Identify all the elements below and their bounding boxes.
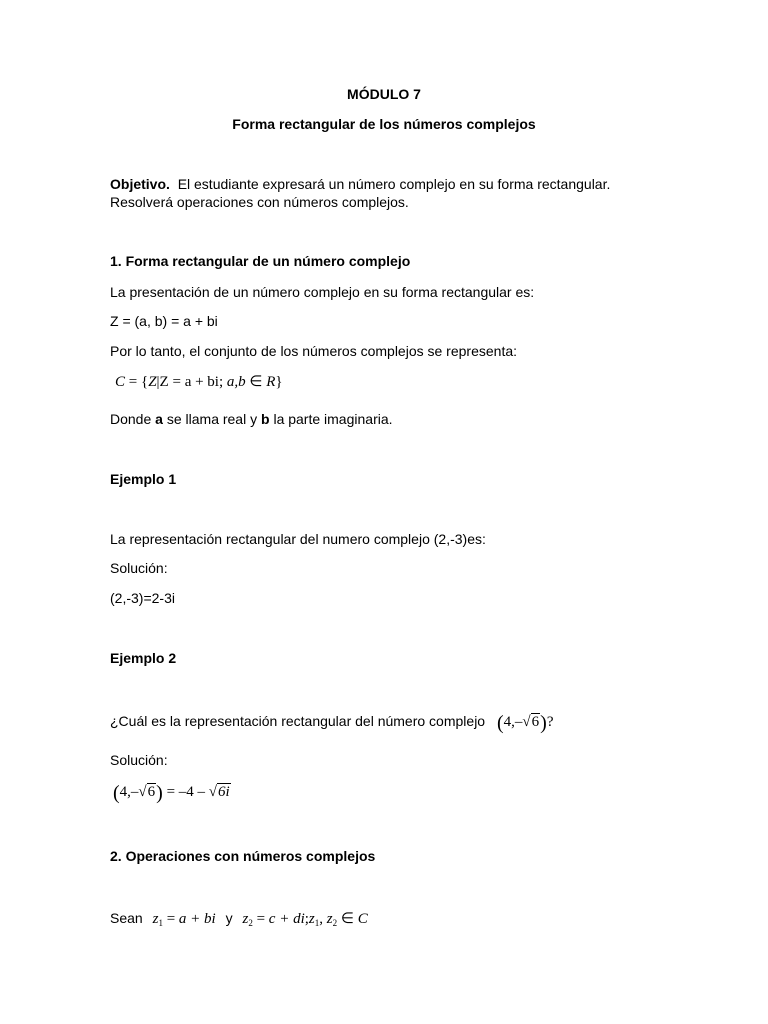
example2-heading: Ejemplo 2 (110, 650, 177, 666)
z2-rhs: c + di (268, 911, 305, 927)
z1-rhs: a + bi (178, 911, 216, 927)
set-C: C (357, 911, 368, 927)
donde-line (110, 410, 393, 428)
example2-solution-math: (4,–√6) = –4 – √6i (113, 782, 230, 804)
example2-solution-label: Solución: (110, 752, 168, 768)
zz2-sub: 2 (332, 918, 338, 928)
set-eq: = (125, 374, 141, 390)
z1-sub: 1 (158, 918, 163, 928)
objective-text: El estudiante expresará un número complejo en su forma rectangular. (177, 176, 611, 192)
sean-label: Sean (110, 910, 143, 926)
example2-question-math: (4,–√6)? (496, 712, 554, 734)
set-eq2: = (168, 374, 185, 390)
z2: z (242, 911, 249, 927)
in-symbol: ∈ (337, 911, 358, 927)
example1-solution: (2,-3)=2-3i (110, 590, 175, 606)
example2-question-line (110, 712, 553, 732)
set-bar: | (156, 374, 160, 390)
set-rhs: a + bi; (184, 374, 224, 390)
z2-eq: = (252, 911, 269, 927)
z1: z (152, 911, 159, 927)
s-body: 4,– (119, 784, 139, 800)
section1-heading: 1. Forma rectangular de un número complejo (110, 253, 411, 269)
set-in: ∈ (245, 374, 267, 390)
z1-eq: = (162, 911, 179, 927)
sean-math (153, 911, 216, 927)
rectangular-formula: Z = (a, b) = a + bi (110, 313, 218, 329)
s-eq: = –4 – (162, 784, 209, 800)
q-paren-close: ) (540, 712, 547, 734)
z2-sub: 2 (248, 918, 253, 928)
q-mark: ? (546, 714, 554, 730)
example1-text: La representación rectangular del numero complejo (2,-3)es: (110, 531, 486, 547)
section1-paragraph-1: La presentación de un número complejo en su forma rectangular es: (110, 284, 535, 300)
set-ab: a,b (223, 374, 246, 390)
s-radicand: 6 (147, 784, 156, 800)
set-lhs: C (115, 374, 126, 390)
s-paren-open: ( (113, 782, 120, 804)
section1-paragraph-2: Por lo tanto, el conjunto de los números complejos se representa: (110, 343, 518, 359)
donde-a: a (155, 411, 163, 427)
q-paren-open: ( (496, 712, 504, 734)
example2-question: ¿Cuál es la representación rectangular del número complejo (110, 713, 486, 729)
example1-heading: Ejemplo 1 (110, 471, 177, 487)
q-radicand: 6 (531, 714, 540, 730)
sep: ; (304, 911, 309, 927)
objective-line-1 (110, 175, 610, 193)
section2-heading: 2. Operaciones con números complejos (110, 848, 376, 864)
s-radicand-2: 6i (218, 784, 230, 800)
comma: , (319, 911, 327, 927)
q-body: 4,– (503, 714, 523, 730)
sean-y: y (225, 910, 233, 926)
set-brace-open: { (140, 374, 149, 390)
page-subtitle: Forma rectangular de los números complejos (232, 116, 536, 132)
donde-text-1: Donde (110, 411, 156, 427)
sean-math-2 (242, 911, 367, 927)
donde-b: b (261, 411, 270, 427)
zz1: z (308, 911, 315, 927)
objective-label: Objetivo. (110, 176, 170, 192)
set-z: Z (148, 374, 157, 390)
zz1-sub: 1 (314, 918, 320, 928)
complex-set-formula (115, 373, 283, 391)
objective-line-2: Resolverá operaciones con números complejos. (110, 194, 409, 210)
donde-text-3: la parte imaginaria. (269, 411, 393, 427)
set-R: R (266, 374, 276, 390)
example1-solution-label: Solución: (110, 560, 168, 576)
set-z2: Z (159, 374, 169, 390)
zz2: z (326, 911, 333, 927)
s-paren-close: ) (156, 782, 163, 804)
module-title: MÓDULO 7 (347, 86, 421, 102)
donde-text-2: se llama real y (162, 411, 261, 427)
sean-line (110, 909, 368, 932)
set-brace-close: } (275, 374, 283, 390)
